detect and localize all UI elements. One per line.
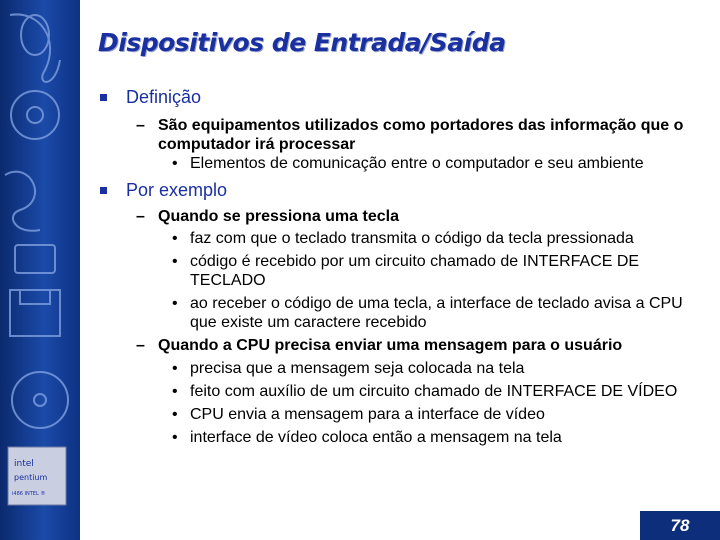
- bullet-level3: [98, 405, 703, 424]
- bullet-text: ao receber o código de uma tecla, a interface de teclado avisa a CPU que existe um caractere recebido: [190, 295, 683, 331]
- dot-marker: •: [172, 429, 178, 446]
- dot-marker: •: [172, 383, 178, 400]
- bullet-text: precisa que a mensagem seja colocada na tela: [190, 360, 525, 377]
- page-number: 78: [640, 511, 720, 540]
- bullet-text: Por exemplo: [126, 180, 228, 200]
- dot-marker: •: [172, 295, 178, 312]
- bullet-text: faz com que o teclado transmita o código da tecla pressionada: [190, 230, 634, 247]
- bullet-level3: [98, 382, 703, 401]
- bullet-text: feito com auxílio de um circuito chamado de INTERFACE DE VÍDEO: [190, 383, 678, 400]
- cd-icon: [12, 372, 68, 428]
- chip-model-text: pentium: [14, 473, 48, 482]
- dot-marker: •: [172, 406, 178, 423]
- bullet-text: Definição: [126, 87, 202, 107]
- bullet-level2: [98, 336, 703, 355]
- dash-marker: –: [136, 117, 145, 134]
- dot-marker: •: [172, 360, 178, 377]
- square-bullet-icon: [100, 94, 107, 101]
- dash-marker: –: [136, 337, 145, 354]
- floppy-disk-icon: [10, 290, 60, 336]
- bullet-text: CPU envia a mensagem para a interface de vídeo: [190, 406, 545, 423]
- chip-brand-text: intel: [14, 459, 34, 469]
- bullet-text: Quando se pressiona uma tecla: [158, 208, 399, 225]
- sidebar-illustration: [0, 0, 80, 540]
- bullet-text: São equipamentos utilizados como portadores das informação que o computador irá processar: [158, 117, 684, 153]
- dot-marker: •: [172, 253, 178, 270]
- bullet-level1: [98, 179, 703, 201]
- bullet-text: Elementos de comunicação entre o computador e seu ambiente: [190, 155, 644, 172]
- hard-disk-icon: [11, 91, 59, 139]
- decorative-sidebar: [0, 0, 80, 540]
- bullet-level1: [98, 86, 703, 108]
- bullet-text: código é recebido por um circuito chamado de INTERFACE DE TECLADO: [190, 253, 640, 289]
- cable-icon: [5, 172, 40, 231]
- bullet-level3: [98, 428, 703, 447]
- bullet-level3: [98, 154, 703, 173]
- bullet-text: Quando a CPU precisa enviar uma mensagem para o usuário: [158, 337, 623, 354]
- dot-marker: •: [172, 230, 178, 247]
- slide-title: Dispositivos de Entrada/Saída: [98, 28, 506, 57]
- bullet-level2: [98, 116, 703, 154]
- bullet-level3: [98, 252, 703, 290]
- chip-detail-text: i486 INTEL ®: [12, 491, 46, 497]
- square-bullet-icon: [100, 187, 107, 194]
- bullet-text: interface de vídeo coloca então a mensagem na tela: [190, 429, 562, 446]
- dot-marker: •: [172, 155, 178, 172]
- bullet-level3: [98, 229, 703, 248]
- bullet-level2: [98, 207, 703, 226]
- bullet-level3: [98, 294, 703, 332]
- mouse-cable-icon: [10, 14, 60, 81]
- bullet-content: [98, 86, 703, 447]
- bullet-level3: [98, 359, 703, 378]
- connector-icon: [15, 245, 55, 273]
- dash-marker: –: [136, 208, 145, 225]
